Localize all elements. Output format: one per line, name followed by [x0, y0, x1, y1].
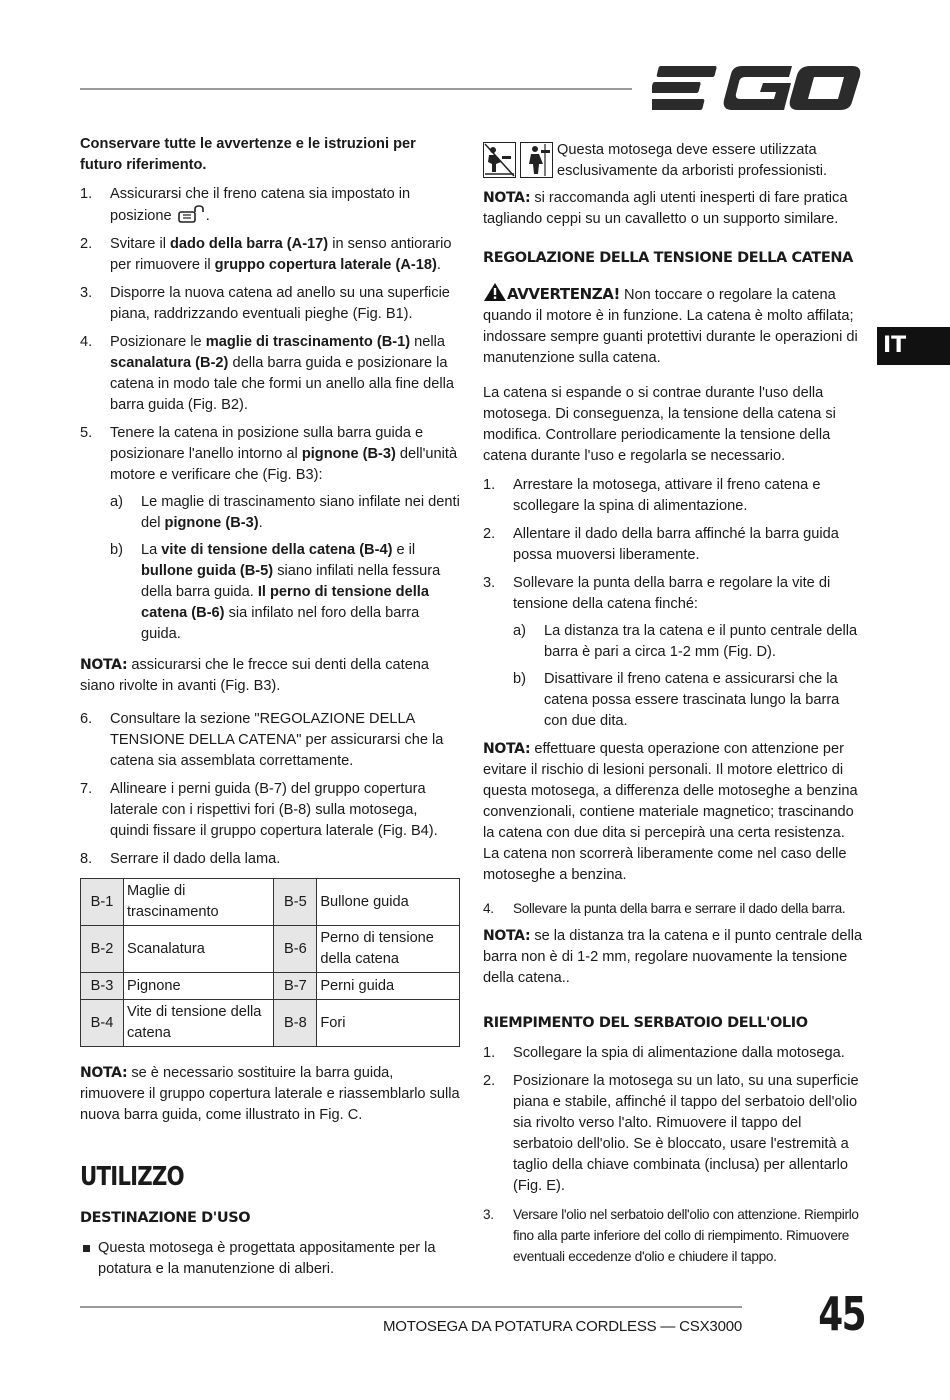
tension-steps-continued [483, 898, 865, 919]
note: NOTA: se la distanza tra la catena e il punto centrale della barra non è di 1-2 mm, regolare nuovamente la tensione della catena.. [483, 928, 863, 986]
parts-table [80, 878, 460, 1047]
part-code: B-3 [81, 973, 124, 1000]
footer-rule [80, 1306, 742, 1308]
note: NOTA: assicurarsi che le frecce sui denti della catena siano rivolte in avanti (Fig. B3). [80, 657, 430, 694]
table-row [81, 926, 460, 973]
subsection-title: RIEMPIMENTO DEL SERBATOIO DELL'OLIO [483, 1015, 808, 1031]
part-code: B-6 [274, 926, 317, 973]
table-row [81, 1000, 460, 1047]
ego-logo [652, 62, 862, 114]
part-name: Pignone [124, 973, 274, 1000]
sub-list-item: a) Le maglie di trascinamento siano infilate nei denti del pignone (B-3). [110, 494, 460, 531]
bullet-square-icon [83, 1245, 90, 1252]
warning-triangle-icon [483, 282, 507, 302]
list-item: 1. Scollegare la spia di alimentazione dalla motosega. [483, 1045, 845, 1061]
warning: AVVERTENZA! Non toccare o regolare la catena quando il motore è in funzione. La catena è molto affilata; indossare sempre guanti protettivi durante le operazioni di manutenzione sulla catena. [483, 282, 865, 369]
part-name: Bullone guida [317, 879, 460, 926]
right-column [483, 140, 865, 1274]
language-tab: IT [877, 327, 950, 365]
list-item: 5. Tenere la catena in posizione sulla barra guida e posizionare l'anello intorno al pignone (B-3) dell'unità motore e verificare che (Fig. B3): a) Le maglie di trascinamento siano infilate nei denti del pignone (B-3). b) La vite di tensione della catena (B-4) e il bullone guida (B-5) siano infilati nella fessura della barra guida. Il perno di tensione della catena (B-6) sia infilato nel foro della barra guida. [80, 423, 460, 645]
sub-list-item: b) Disattivare il freno catena e assicurarsi che la catena possa essere trascinata lungo la barra con due dita. [513, 671, 840, 729]
table-row [81, 973, 460, 1000]
part-code: B-2 [81, 926, 124, 973]
page-number: 45 [818, 1287, 866, 1341]
list-item: 2. Posizionare la motosega su un lato, su una superficie piana e stabile, affinché il tappo del serbatoio dell'olio sia rivolto verso l'alto. Rimuovere il tappo del serbatoio dell'olio. Se è bloccato, usare l'estremità a taglio della chiave combinata (inclusa) per allentarlo (Fig. E). [483, 1073, 859, 1194]
list-item: Questa motosega è progettata appositamente per la potatura e la manutenzione di alberi. [80, 1238, 460, 1280]
part-name: Vite di tensione della catena [124, 1000, 274, 1047]
unlocked-padlock-icon [178, 205, 206, 223]
part-code: B-4 [81, 1000, 124, 1047]
part-name: Perni guida [317, 973, 460, 1000]
intro-text: Conservare tutte le avvertenze e le istruzioni per futuro riferimento. [80, 136, 416, 173]
assembly-steps [80, 184, 460, 645]
list-item: 7. Allineare i perni guida (B-7) del gruppo copertura laterale con i rispettivi fori (B-8) sulla motosega, quindi fissare il gruppo copertura laterale (Fig. B4). [80, 781, 438, 839]
professional-arborist-icon [483, 142, 553, 178]
sub-list-item: a) La distanza tra la catena e il punto centrale della barra è pari a circa 1-2 mm (Fig. D). [513, 623, 858, 660]
list-item: 8. Serrare il dado della lama. [80, 851, 281, 867]
footer-product-name: MOTOSEGA DA POTATURA CORDLESS — CSX3000 [383, 1318, 742, 1335]
list-item: 1. Assicurarsi che il freno catena sia impostato in posizione . [80, 186, 411, 224]
section-title: UTILIZZO [80, 1162, 184, 1192]
list-item: 3. Sollevare la punta della barra e regolare la vite di tensione della catena finché: a) La distanza tra la catena e il punto centrale della barra è pari a circa 1-2 mm (Fig. D). b) Disattivare il freno catena e assicurarsi che la catena possa essere trascinata lungo la barra con due dita. [483, 573, 865, 732]
part-code: B-1 [81, 879, 124, 926]
part-name: Fori [317, 1000, 460, 1047]
professional-use-block [483, 140, 865, 182]
table-row [81, 879, 460, 926]
sub-list-item: b) La vite di tensione della catena (B-4) e il bullone guida (B-5) siano infilati nella fessura della barra guida. Il perno di tensione della catena (B-6) sia infilato nel foro della barra guida. [110, 542, 441, 642]
sub-list [513, 621, 865, 732]
assembly-steps-continued [80, 709, 460, 870]
pro-use-text: Questa motosega deve essere utilizzata esclusivamente da arboristi professionisti. [557, 142, 828, 179]
list-item: 3. Versare l'olio nel serbatoio dell'olio con attenzione. Riempirlo fino alla parte inferiore del collo di riempimento. Rimuovere eventuali eccedenze d'olio e chiudere il tappo. [483, 1207, 859, 1264]
part-code: B-7 [274, 973, 317, 1000]
list-item: 4. Sollevare la punta della barra e serrare il dado della barra. [483, 901, 846, 916]
part-name: Perno di tensione della catena [317, 926, 460, 973]
subsection-title: REGOLAZIONE DELLA TENSIONE DELLA CATENA [483, 250, 853, 266]
list-item: 3. Disporre la nuova catena ad anello su una superficie piana, raddrizzando eventuali pieghe (Fig. B1). [80, 285, 450, 322]
note: NOTA: se è necessario sostituire la barra guida, rimuovere il gruppo copertura laterale e riassemblarlo sulla nuova barra guida, come illustrato in Fig. C. [80, 1065, 460, 1123]
list-item: 6. Consultare la sezione "REGOLAZIONE DELLA TENSIONE DELLA CATENA" per assicurarsi che la catena sia assemblata correttamente. [80, 711, 444, 769]
note: NOTA: effettuare questa operazione con attenzione per evitare il rischio di lesioni personali. Il motore elettrico di questa motosega, a differenza delle motoseghe a benzina convenzionali, contiene materiale magnetico; trascinando la catena con due dita si percepirà una certa resistenza. La catena non scorrerà liberamente come nel caso delle motoseghe a benzina. [483, 741, 858, 883]
tension-steps [483, 475, 865, 732]
part-name: Maglie di trascinamento [124, 879, 274, 926]
list-item: 4. Posizionare le maglie di trascinamento (B-1) nella scanalatura (B-2) della barra guida e posizionare la catena in modo tale che formi un anello alla fine della barra guida (Fig. B2). [80, 334, 454, 413]
subsection-title: DESTINAZIONE D'USO [80, 1210, 251, 1226]
left-column [80, 134, 460, 1280]
paragraph: La catena si espande o si contrae durante l'uso della motosega. Di conseguenza, la tensione della catena si modifica. Controllare periodicamente la tensione della catena durante l'uso e regolarla se necessario. [483, 385, 836, 464]
part-name: Scanalatura [124, 926, 274, 973]
bullet-list [80, 1238, 460, 1280]
part-code: B-8 [274, 1000, 317, 1047]
header-rule [80, 88, 632, 90]
list-item: 2. Svitare il dado della barra (A-17) in senso antiorario per rimuovere il gruppo copertura laterale (A-18). [80, 236, 452, 273]
oil-steps [483, 1043, 865, 1267]
list-item: 1. Arrestare la motosega, attivare il freno catena e scollegare la spina di alimentazione. [483, 477, 821, 514]
list-item: 2. Allentare il dado della barra affinché la barra guida possa muoversi liberamente. [483, 526, 839, 563]
part-code: B-5 [274, 879, 317, 926]
note: NOTA: si raccomanda agli utenti inesperti di fare pratica tagliando ceppi su un cavalletto o un supporto similare. [483, 190, 848, 227]
sub-list [110, 492, 460, 645]
